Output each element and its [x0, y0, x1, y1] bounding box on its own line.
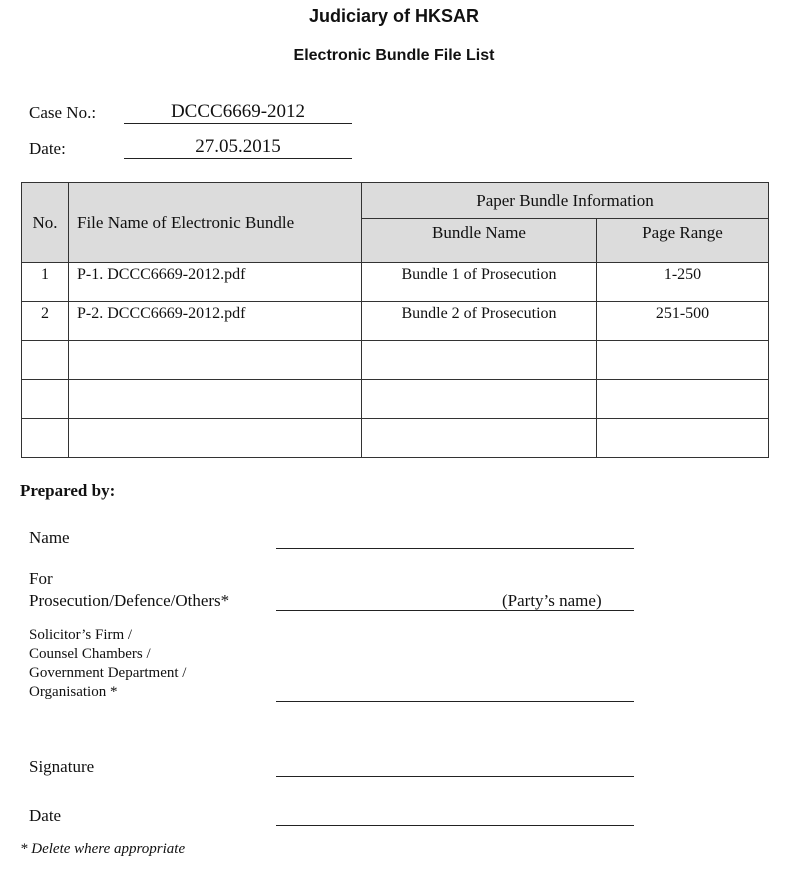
- row-page-range: [597, 380, 769, 419]
- party-type-label: Prosecution/Defence/Others*: [29, 591, 230, 610]
- firm-label-line-1: Solicitor’s Firm /: [29, 627, 133, 643]
- case-no-label: Case No.:: [29, 103, 97, 122]
- prepared-date-field-line: [276, 825, 634, 826]
- row-page-range: [597, 341, 769, 380]
- row-file-name: [69, 419, 362, 458]
- row-file-name: [69, 380, 362, 419]
- firm-field-line: [276, 701, 634, 702]
- table-row: [22, 263, 769, 302]
- for-label: For: [29, 569, 53, 588]
- row-page-range: 251-500: [597, 302, 769, 341]
- row-bundle-name: Bundle 1 of Prosecution: [362, 263, 597, 302]
- row-page-range: 1-250: [597, 263, 769, 302]
- row-file-name: P-1. DCCC6669-2012.pdf: [69, 263, 362, 302]
- row-bundle-name: [362, 419, 597, 458]
- row-no: [22, 419, 69, 458]
- name-field-line: [276, 548, 634, 549]
- party-name-hint: (Party’s name): [502, 591, 602, 610]
- party-field-line: [276, 610, 634, 611]
- firm-label-line-2: Counsel Chambers /: [29, 646, 151, 662]
- table-row: [22, 419, 769, 458]
- firm-label-line-4: Organisation *: [29, 684, 118, 700]
- document-subtitle: Electronic Bundle File List: [293, 47, 495, 64]
- prepared-by-heading: Prepared by:: [20, 481, 116, 500]
- row-no: [22, 341, 69, 380]
- row-no: 2: [22, 302, 69, 341]
- row-file-name: P-2. DCCC6669-2012.pdf: [69, 302, 362, 341]
- name-label: Name: [29, 528, 70, 547]
- header-bundle-name: Bundle Name: [362, 219, 597, 263]
- row-bundle-name: [362, 380, 597, 419]
- table-row: [22, 341, 769, 380]
- table-row: [22, 380, 769, 419]
- row-bundle-name: [362, 341, 597, 380]
- signature-label: Signature: [29, 757, 95, 776]
- header-paper-bundle-info: Paper Bundle Information: [362, 183, 769, 219]
- header-no: No.: [22, 183, 69, 263]
- row-no: [22, 380, 69, 419]
- row-file-name: [69, 341, 362, 380]
- signature-field-line: [276, 776, 634, 777]
- date-label: Date:: [29, 139, 66, 158]
- header-page-range: Page Range: [597, 219, 769, 263]
- row-no: 1: [22, 263, 69, 302]
- bundle-file-table: [21, 182, 769, 458]
- date-value: 27.05.2015: [124, 136, 352, 159]
- firm-label-line-3: Government Department /: [29, 665, 187, 681]
- case-no-value: DCCC6669-2012: [124, 101, 352, 124]
- header-file-name: File Name of Electronic Bundle: [69, 183, 362, 263]
- document-title: Judiciary of HKSAR: [308, 6, 480, 26]
- footnote: * Delete where appropriate: [20, 841, 186, 857]
- table-row: [22, 302, 769, 341]
- row-page-range: [597, 419, 769, 458]
- prepared-date-label: Date: [29, 806, 62, 825]
- row-bundle-name: Bundle 2 of Prosecution: [362, 302, 597, 341]
